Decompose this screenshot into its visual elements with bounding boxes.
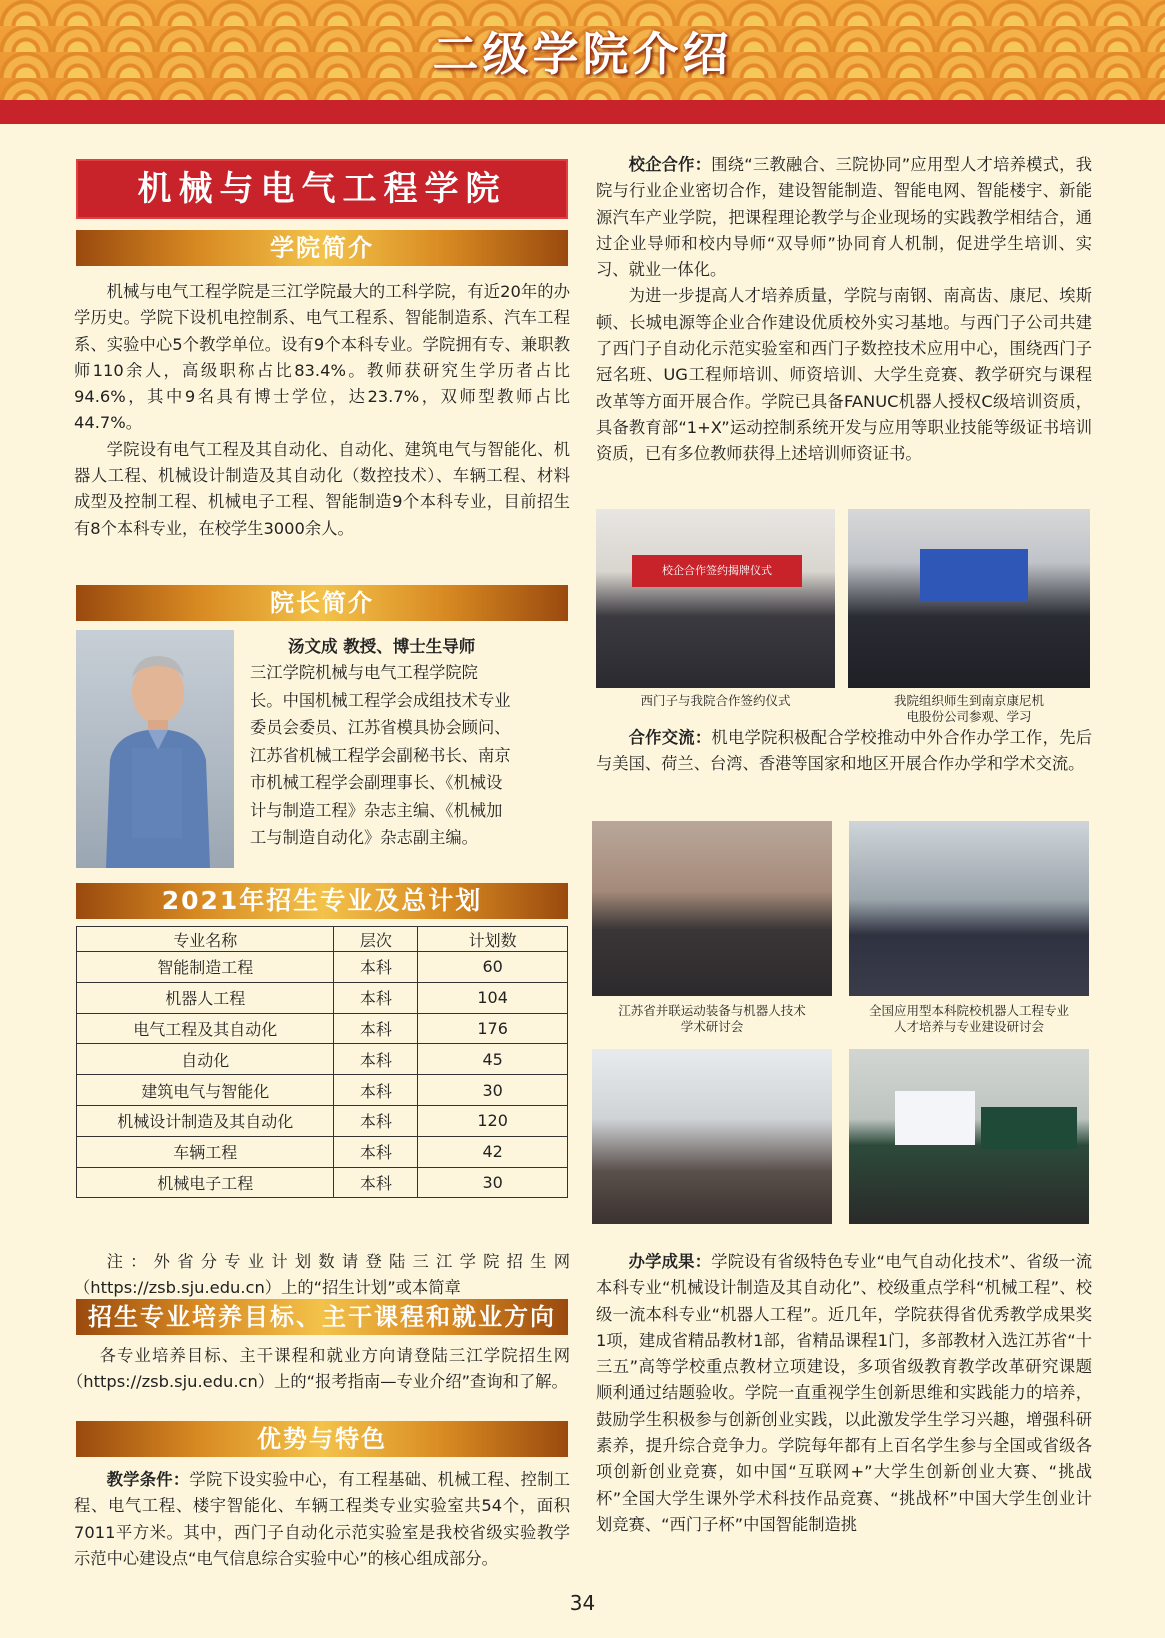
intro-text <box>74 279 570 542</box>
cell-level: 本科 <box>334 1044 418 1075</box>
dean-bio <box>250 659 548 852</box>
blackboard-shape <box>981 1107 1077 1149</box>
cell-count: 120 <box>418 1105 568 1136</box>
cell-count: 176 <box>418 1013 568 1044</box>
dean-bio-line: 委员会委员、江苏省模具协会顾问、 <box>250 718 511 737</box>
teaching-label: 教学条件： <box>106 1470 190 1489</box>
plan-heading: 2021年招生专业及总计划 <box>76 883 568 919</box>
cell-count: 104 <box>418 982 568 1013</box>
coop-text <box>596 152 1092 468</box>
cell-level: 本科 <box>334 1105 418 1136</box>
teaching-text: 学院下设实验中心，有工程基础、机械工程、控制工程、电气工程、楼宇智能化、车辆工程类专业实验室共54个，面积7011平方米。其中，西门子自动化示范实验室是我校省级实验教学示范中心建设点“电气信息综合实验中心”的核心组成部分。 <box>74 1470 570 1568</box>
header-banner <box>0 0 1165 100</box>
goals-paragraph: 各专业培养目标、主干课程和就业方向请登陆三江学院招生网（https://zsb.sju.edu.cn）上的“报考指南—专业介绍”查询和了解。 <box>67 1346 570 1392</box>
photo-caption-line: 全国应用型本科院校机器人工程专业 <box>868 1003 1069 1018</box>
plan-table <box>76 926 568 1198</box>
exchange-text <box>596 725 1092 778</box>
photo-caption <box>592 1003 832 1035</box>
cell-major: 车辆工程 <box>77 1136 334 1167</box>
table-row <box>77 1013 568 1044</box>
page-number: 34 <box>569 1591 596 1615</box>
coop-paragraph-2: 为进一步提高人才培养质量，学院与南钢、南高齿、康尼、埃斯顿、长城电源等企业合作建设优质校外实习基地。与西门子公司共建了西门子自动化示范实验室和西门子数控技术应用中心，围绕西门子冠名班、UG工程师培训、师资培训、大学生竞赛、教学研究与课程改革等方面开展合作。学院已具备FANUC机器人授权C级培训资质，具备教育部“1+X”运动控制系统开发与应用等职业技能等级证书培训资质，已有多位教师获得上述培训师资证书。 <box>596 286 1092 464</box>
cell-level: 本科 <box>334 1167 418 1198</box>
teaching-conditions <box>74 1467 570 1572</box>
page-title: 二级学院介绍 <box>432 27 733 81</box>
exchange-label: 合作交流： <box>628 728 712 747</box>
photo-caption-line: 学术研讨会 <box>680 1019 744 1034</box>
exchange-paragraph: 机电学院积极配合学校推动中外合作办学工作，先后与美国、荷兰、台湾、香港等国家和地区开展合作办学和学术交流。 <box>596 728 1092 774</box>
cell-count: 42 <box>418 1136 568 1167</box>
table-row <box>77 1136 568 1167</box>
photo-caption-line: 人才培养与专业建设研讨会 <box>893 1019 1044 1034</box>
table-row <box>77 982 568 1013</box>
cell-level: 本科 <box>334 982 418 1013</box>
dean-bio-line: 江苏省机械工程学会副秘书长、南京 <box>250 745 511 765</box>
signing-ceremony-photo <box>596 509 835 688</box>
goals-text <box>67 1343 570 1396</box>
coop-paragraph-1: 围绕“三教融合、三院协同”应用型人才培养模式，我院与行业企业密切合作，建设智能制造、智能电网、智能楼宇、新能源汽车产业学院，把课程理论教学与企业现场的实践教学相结合，通过企业导师和校内导师“双导师”协同育人机制，促进学生培训、实习、就业一体化。 <box>596 155 1092 280</box>
plan-table-header <box>77 927 568 952</box>
cell-level: 本科 <box>334 1136 418 1167</box>
col-header-level: 层次 <box>334 927 418 952</box>
results-text <box>596 1249 1092 1538</box>
dean-bio-line: 工与制造自动化》杂志副主编。 <box>250 828 478 847</box>
results-label: 办学成果： <box>628 1252 712 1271</box>
cell-count: 30 <box>418 1167 568 1198</box>
cell-major: 机器人工程 <box>77 982 334 1013</box>
cell-count: 45 <box>418 1044 568 1075</box>
intro-heading: 学院简介 <box>76 230 568 266</box>
robot-seminar-photo <box>849 821 1089 996</box>
intro-paragraph-2: 学院设有电气工程及其自动化、自动化、建筑电气与智能化、机器人工程、机械设计制造及其自动化（数控技术）、车辆工程、材料成型及控制工程、机械电子工程、智能制造9个本科专业，目前招生有8个本科专业，在校学生3000余人。 <box>74 439 570 538</box>
table-row <box>77 1105 568 1136</box>
coop-label: 校企合作： <box>628 155 712 174</box>
cell-major: 机械电子工程 <box>77 1167 334 1198</box>
intro-paragraph-1: 机械与电气工程学院是三江学院最大的工科学院，有近20年的办学历史。学院下设机电控制系、电气工程系、智能制造系、汽车工程系、实验中心5个教学单位。设有9个本科专业。学院拥有专、兼职教师110余人，高级职称占比83.4%。教师获研究生学历者占比94.6%，其中9名具有博士学位，达23.7%，双师型教师占比44.7%。 <box>74 282 570 433</box>
table-row <box>77 1075 568 1106</box>
kangni-visit-photo <box>848 509 1090 688</box>
photo-caption <box>848 693 1090 725</box>
cell-count: 30 <box>418 1075 568 1106</box>
col-header-count: 计划数 <box>418 927 568 952</box>
dean-bio-line: 长。中国机械工程学会成组技术专业 <box>250 690 511 710</box>
header-red-band <box>0 100 1165 124</box>
lecture-photo <box>849 1049 1089 1224</box>
plan-note-text: 注：外省分专业计划数请登陆三江学院招生网（https://zsb.sju.edu.cn）上的“招生计划”或本简章 <box>74 1252 570 1298</box>
cell-level: 本科 <box>334 1075 418 1106</box>
table-row <box>77 952 568 983</box>
photo-caption-line: 我院组织师生到南京康尼机 <box>893 693 1044 708</box>
goals-heading: 招生专业培养目标、主干课程和就业方向 <box>76 1299 568 1335</box>
dean-bio-line: 市机械工程学会副理事长、《机械设 <box>250 773 503 792</box>
college-title: 机械与电气工程学院 <box>76 159 568 219</box>
dean-photo <box>76 630 234 868</box>
cell-level: 本科 <box>334 1013 418 1044</box>
cell-major: 电气工程及其自动化 <box>77 1013 334 1044</box>
projector-screen-shape <box>895 1091 975 1145</box>
dean-bio-line: 三江学院机械与电气工程学院院 <box>250 663 478 682</box>
photo-caption: 西门子与我院合作签约仪式 <box>640 693 791 708</box>
photo-caption-line: 电股份公司参观、学习 <box>906 709 1032 724</box>
cell-count: 60 <box>418 952 568 983</box>
results-paragraph: 学院设有省级特色专业“电气自动化技术”、省级一流本科专业“机械设计制造及其自动化”、校级重点学科“机械工程”、校级一流本科专业“机器人工程”。近几年，学院获得省优秀教学成果奖1项，建成省精品教材1部，省精品课程1门，多部教材入选江苏省“十三五”高等学校重点教材立项建设，多项省级教育教学改革研究课题顺利通过结题验收。学院一直重视学生创新思维和实践能力的培养，鼓励学生积极参与创新创业实践，以此激发学生学习兴趣，增强科研素养，提升综合竞争力。学院每年都有上百名学生参与全国或省级各项创新创业竞赛，如中国“互联网+”大学生创新创业大赛、“挑战杯”全国大学生课外学术科技作品竞赛、“挑战杯”中国大学生创业计划竞赛、“西门子杯”中国智能制造挑 <box>596 1252 1092 1534</box>
table-row <box>77 1044 568 1075</box>
col-header-major: 专业名称 <box>77 927 334 952</box>
photo-caption <box>849 1003 1089 1035</box>
banner-text: 校企合作签约揭牌仪式 <box>632 555 802 587</box>
features-heading: 优势与特色 <box>76 1421 568 1457</box>
cell-major: 自动化 <box>77 1044 334 1075</box>
cell-level: 本科 <box>334 952 418 983</box>
cell-major: 机械设计制造及其自动化 <box>77 1105 334 1136</box>
dean-name: 汤文成 教授、博士生导师 <box>288 637 476 656</box>
cell-major: 建筑电气与智能化 <box>77 1075 334 1106</box>
dean-bio-line: 计与制造工程》杂志主编、《机械加 <box>250 800 503 820</box>
dean-heading: 院长简介 <box>76 585 568 621</box>
screen-shape <box>920 549 1028 601</box>
students-presentation-photo <box>592 1049 832 1224</box>
plan-note <box>74 1249 570 1302</box>
symposium-photo <box>592 821 832 996</box>
photo-caption-line: 江苏省并联运动装备与机器人技术 <box>618 1003 806 1018</box>
cell-major: 智能制造工程 <box>77 952 334 983</box>
table-row <box>77 1167 568 1198</box>
